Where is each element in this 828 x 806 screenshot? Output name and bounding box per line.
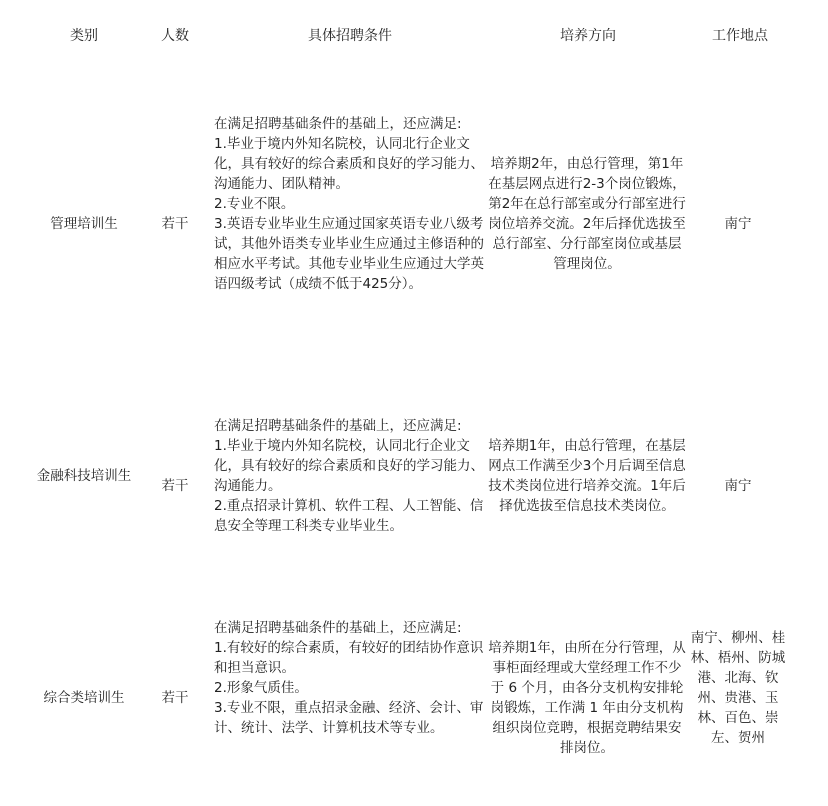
header-type: 类别 — [70, 28, 98, 44]
row-3-condition-2: 2.形象气质佳。 — [214, 680, 308, 696]
row-3-training: 培养期1年，由所在分行管理，从事柜面经理或大堂经理工作不少于 6 个月，由各分支机构安排轮岗锻炼，工作满 1 年由分支机构组织岗位竞聘，根据竞聘结果安排岗位。 — [488, 640, 686, 756]
row-3-conditions — [214, 618, 484, 738]
row-1-condition-1: 1.毕业于境内外知名院校，认同北行企业文化，具有较好的综合素质和良好的学习能力、沟通能力、团队精神。 — [214, 136, 484, 192]
header-training: 培养方向 — [560, 28, 616, 44]
row-1-condition-2: 2.专业不限。 — [214, 196, 295, 212]
row-2-conditions — [214, 416, 484, 536]
row-2-condition-1: 1.毕业于境内外知名院校，认同北行企业文化，具有较好的综合素质和良好的学习能力、沟通能力。 — [214, 438, 484, 494]
row-3-condition-1: 1.有较好的综合素质，有较好的团结协作意识和担当意识。 — [214, 640, 484, 676]
header-count: 人数 — [161, 28, 189, 44]
header-conditions: 具体招聘条件 — [308, 28, 392, 44]
row-1-type: 管理培训生 — [50, 216, 118, 232]
row-1-condition-3: 3.英语专业毕业生应通过国家英语专业八级考试，其他外语类专业毕业生应通过主修语种的相应水平考试。其他专业毕业生应通过大学英语四级考试（成绩不低于425分）。 — [214, 216, 484, 292]
row-3-location: 南宁、柳州、桂林、梧州、防城港、北海、钦州、贵港、玉林、百色、崇左、贺州 — [690, 630, 786, 746]
row-3-count: 若干 — [161, 690, 189, 706]
row-2-condition-intro: 在满足招聘基础条件的基础上，还应满足: — [214, 418, 462, 434]
header-location: 工作地点 — [712, 28, 768, 44]
row-1-count: 若干 — [161, 216, 189, 232]
row-3-condition-intro: 在满足招聘基础条件的基础上，还应满足: — [214, 620, 462, 636]
row-3-condition-3: 3.专业不限，重点招录金融、经济、会计、审计、统计、法学、计算机技术等专业。 — [214, 700, 484, 736]
row-2-condition-2: 2.重点招录计算机、软件工程、人工智能、信息安全等理工科类专业毕业生。 — [214, 498, 484, 534]
row-2-type: 金融科技培训生 — [36, 468, 132, 484]
row-2-location: 南宁 — [724, 478, 752, 494]
row-1-conditions — [214, 114, 484, 294]
row-1-training: 培养期2年，由总行管理，第1年在基层网点进行2-3个岗位锻炼，第2年在总行部室或分行部室进行岗位培养交流。2年后择优选拔至总行部室、分行部室岗位或基层管理岗位。 — [488, 156, 686, 272]
row-2-count: 若干 — [161, 478, 189, 494]
row-2-training: 培养期1年，由总行管理，在基层网点工作满至少3个月后调至信息技术类岗位进行培养交流。1年后择优选拔至信息技术类岗位。 — [488, 438, 686, 514]
row-3-type: 综合类培训生 — [43, 690, 125, 706]
row-1-location: 南宁 — [724, 216, 752, 232]
row-1-condition-intro: 在满足招聘基础条件的基础上，还应满足: — [214, 116, 462, 132]
